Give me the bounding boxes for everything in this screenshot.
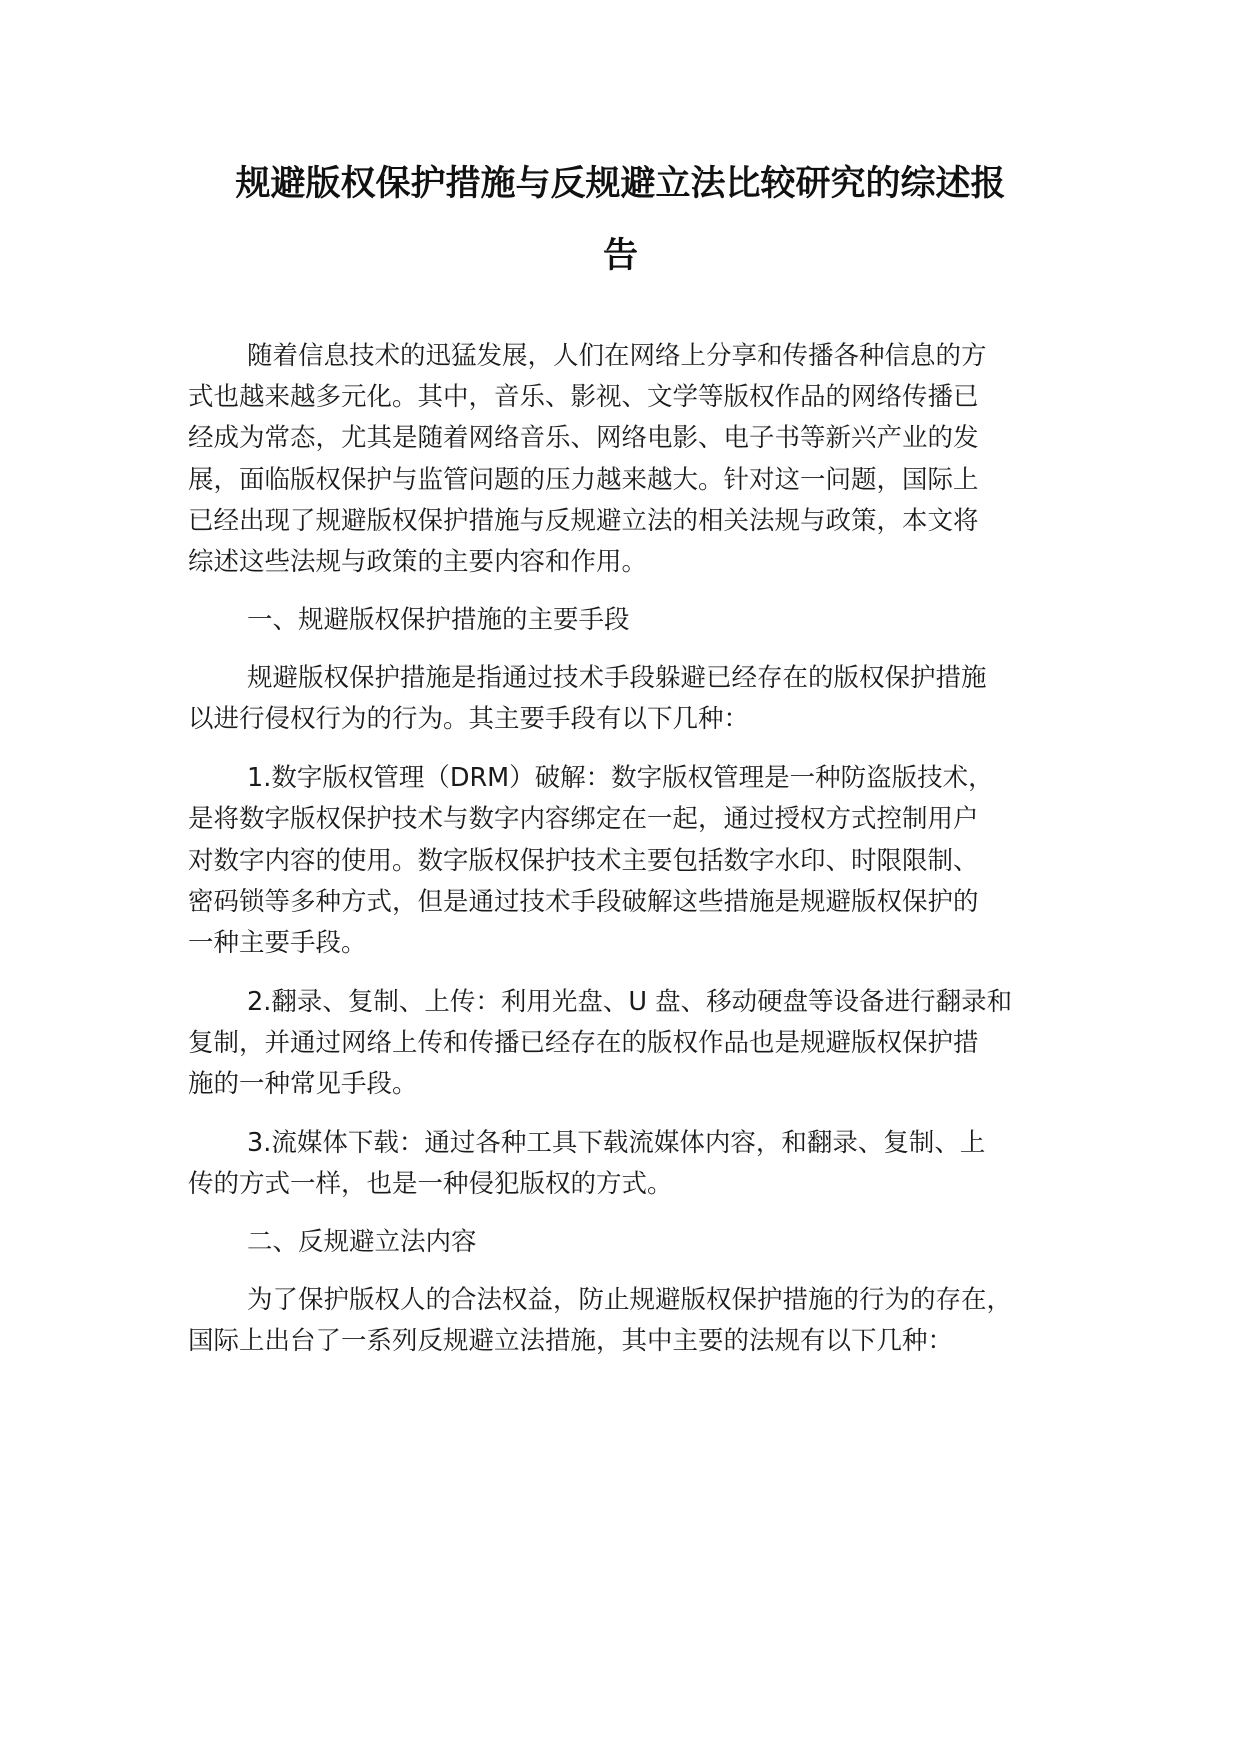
intro-paragraph-line: 综述这些法规与政策的主要内容和作用。 bbox=[188, 547, 648, 577]
intro-paragraph-line: 随着信息技术的迅猛发展，人们在网络上分享和传播各种信息的方 bbox=[247, 341, 987, 371]
intro-paragraph-line: 已经出现了规避版权保护措施与反规避立法的相关法规与政策，本文将 bbox=[188, 506, 979, 536]
intro-paragraph-line: 展，面临版权保护与监管问题的压力越来越大。针对这一问题，国际上 bbox=[188, 465, 979, 495]
section-heading: 一、规避版权保护措施的主要手段 bbox=[247, 605, 630, 635]
list-item-line: 施的一种常见手段。 bbox=[188, 1069, 418, 1099]
paragraph-line: 规避版权保护措施是指通过技术手段躲避已经存在的版权保护措施 bbox=[247, 663, 987, 693]
list-item-line: 3.流媒体下载：通过各种工具下载流媒体内容，和翻录、复制、上 bbox=[247, 1128, 986, 1158]
list-item-line: 一种主要手段。 bbox=[188, 928, 367, 958]
list-item-line: 2.翻录、复制、上传：利用光盘、U 盘、移动硬盘等设备进行翻录和 bbox=[247, 987, 1013, 1017]
paragraph-line: 以进行侵权行为的行为。其主要手段有以下几种： bbox=[188, 704, 750, 734]
intro-paragraph-line: 经成为常态，尤其是随着网络音乐、网络电影、电子书等新兴产业的发 bbox=[188, 423, 979, 453]
paragraph-line: 国际上出台了一系列反规避立法措施，其中主要的法规有以下几种： bbox=[188, 1326, 954, 1356]
document-title-line-2: 告 bbox=[602, 236, 638, 276]
list-item-line: 是将数字版权保护技术与数字内容绑定在一起，通过授权方式控制用户 bbox=[188, 804, 979, 834]
list-item-line: 对数字内容的使用。数字版权保护技术主要包括数字水印、时限限制、 bbox=[188, 846, 979, 876]
list-item-line: 复制，并通过网络上传和传播已经存在的版权作品也是规避版权保护措 bbox=[188, 1028, 979, 1058]
section-heading: 二、反规避立法内容 bbox=[247, 1227, 477, 1257]
list-item-line: 密码锁等多种方式，但是通过技术手段破解这些措施是规避版权保护的 bbox=[188, 887, 979, 917]
intro-paragraph-line: 式也越来越多元化。其中，音乐、影视、文学等版权作品的网络传播已 bbox=[188, 382, 979, 412]
list-item-line: 传的方式一样，也是一种侵犯版权的方式。 bbox=[188, 1169, 673, 1199]
list-item-line: 1.数字版权管理（DRM）破解：数字版权管理是一种防盗版技术， bbox=[247, 763, 994, 793]
document-title-line-1: 规避版权保护措施与反规避立法比较研究的综述报 bbox=[235, 164, 1006, 204]
paragraph-line: 为了保护版权人的合法权益，防止规避版权保护措施的行为的存在， bbox=[247, 1285, 1013, 1315]
